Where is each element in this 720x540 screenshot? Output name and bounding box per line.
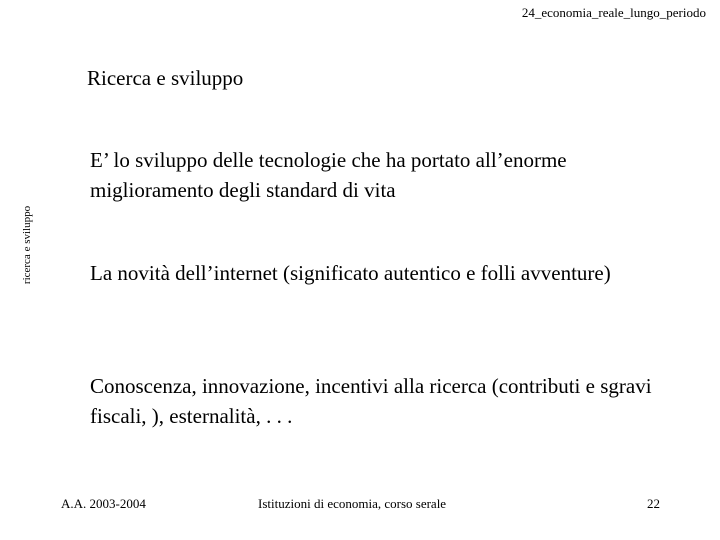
footer-course: Istituzioni di economia, corso serale — [258, 496, 447, 511]
footer-date: A.A. 2003-2004 — [61, 496, 146, 511]
file-name-header: 24_economia_reale_lungo_periodo — [521, 5, 706, 20]
paragraph-1: E’ lo sviluppo delle tecnologie che ha portato all’enorme miglioramento degli standard di vita — [90, 148, 567, 202]
page-number: 22 — [647, 496, 660, 511]
side-label: ricerca e sviluppo — [21, 205, 33, 285]
paragraph-3: Conoscenza, innovazione, incentivi alla ricerca (contributi e sgravi fiscali, ), esternalità, . . . — [90, 374, 652, 428]
slide-title: Ricerca e sviluppo — [87, 66, 244, 90]
paragraph-2: La novità dell’internet (significato autentico e folli avventure) — [90, 261, 611, 285]
